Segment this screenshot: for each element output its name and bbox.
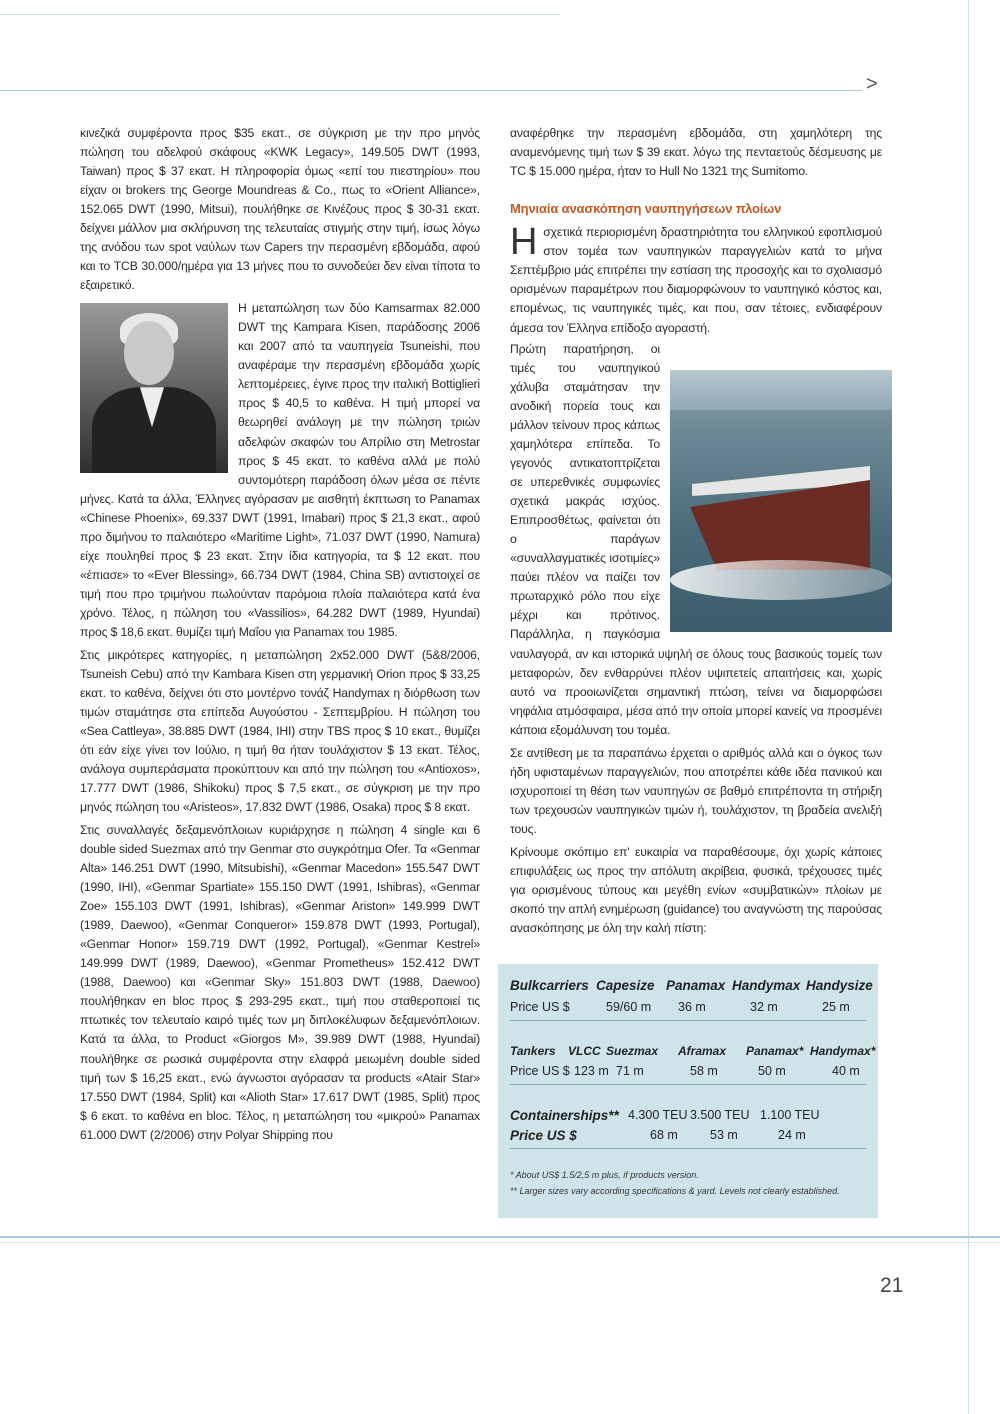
section-heading: Μηνιαία ανασκόπηση ναυπηγήσεων πλοίων bbox=[510, 201, 782, 217]
left-paragraph-2 bbox=[80, 299, 480, 642]
right-column-body bbox=[510, 340, 882, 942]
next-page-arrow-icon[interactable]: > bbox=[866, 73, 878, 95]
right-column-top bbox=[510, 124, 882, 342]
containers-header-3500: 3.500 TEU bbox=[690, 1108, 750, 1122]
containers-header-1100: 1.100 TEU bbox=[760, 1108, 820, 1122]
containers-header-category: Containerships** bbox=[510, 1108, 619, 1123]
right-paragraph-1 bbox=[510, 223, 882, 337]
left-paragraph-3: Στις μικρότερες κατηγορίες, η μεταπώληση 2x52.000 DWT (5&8/2006, Tsuneish Cebu) από την Kambara Kisen στη γερμανική Orion προς $ 33,25 εκατ. το καθένα, δείχνει ότι στο μοντέρνο τονάζ Handymax η διόρθωση των τιμών σταμάτησε στα επίπεδα Αυγούστου - Σεπτεμβρίου. Η πώληση του «Sea Cattleya», 38.885 DWT (1984, IHI) στην TBS προς $ 10 εκατ., θυμίζει ότι εάν είχε γίνει τον Ιούλιο, η τιμή θα ήταν τουλάχιστον $ 13 εκατ. Τέλος, ανάλογα συμπεράσματα προκύπτουν και από την πώληση του «Antioxos», 17.777 DWT (1986, Shikoku) προς $ 7,5 εκατ., σε σύγκριση με την προ μηνός πώληση του «Aristeos», 17.832 DWT (1986, Osaka) προς $ 8 εκατ. bbox=[80, 647, 480, 815]
containers-price-3500: 53 m bbox=[710, 1128, 738, 1142]
bulk-header-handysize: Handysize bbox=[806, 978, 873, 993]
table-footnote-2: ** Larger sizes vary according specifications & yard. Levels not clearly established. bbox=[510, 1186, 840, 1196]
table-divider-2 bbox=[510, 1084, 866, 1085]
right-paragraph-4: Κρίνουμε σκόπιμο επ' ευκαιρία να παραθέσουμε, όχι χωρίς κάποιες επιφυλάξεις ως προς την απόλυτη ακρίβεια, φυσικά, τρέχουσες τιμές για ορισμένους τύπους και μεγέθη ενίων «συμβατικών» πλοίων με σκοπό την απλή ενημέρωση (guidance) του αναγνώστη της παρούσας ανασκόπησης με όλη την καλή πίστη: bbox=[510, 844, 882, 935]
top-decorative-line bbox=[0, 14, 560, 15]
ship-sky bbox=[670, 370, 892, 410]
tankers-price-aframax: 58 m bbox=[690, 1064, 718, 1078]
table-divider-3 bbox=[510, 1148, 866, 1149]
containers-price-1100: 24 m bbox=[778, 1128, 806, 1142]
tankers-price-handymax: 40 m bbox=[832, 1064, 860, 1078]
bulk-header-capesize: Capesize bbox=[596, 978, 655, 993]
table-divider-1 bbox=[510, 1020, 866, 1021]
tankers-header-vlcc: VLCC bbox=[568, 1044, 601, 1058]
tankers-price-vlcc: 123 m bbox=[574, 1064, 609, 1078]
containers-price-4300: 68 m bbox=[650, 1128, 678, 1142]
containers-header-4300: 4.300 TEU bbox=[628, 1108, 688, 1122]
bulk-price-capesize: 59/60 m bbox=[606, 1000, 652, 1014]
tankers-header-panamax: Panamax* bbox=[746, 1044, 804, 1058]
margin-guide-line bbox=[968, 0, 969, 1414]
tankers-price-suezmax: 71 m bbox=[616, 1064, 644, 1078]
bulk-price-label: Price US $ bbox=[510, 1000, 570, 1014]
header-rule bbox=[0, 90, 862, 91]
footer-rule bbox=[0, 1236, 1000, 1238]
footer-rule-light bbox=[0, 1242, 1000, 1243]
page-number: 21 bbox=[880, 1274, 904, 1297]
bulk-header-panamax: Panamax bbox=[666, 978, 726, 993]
ship-photo bbox=[670, 370, 892, 632]
tankers-header-suezmax: Suezmax bbox=[606, 1044, 659, 1058]
tankers-header-handymax: Handymax* bbox=[810, 1044, 876, 1058]
portrait-photo bbox=[80, 303, 228, 473]
bulk-price-panamax: 36 m bbox=[678, 1000, 706, 1014]
tankers-price-label: Price US $ bbox=[510, 1064, 570, 1078]
right-paragraph-0: αναφέρθηκε την περασμένη εβδομάδα, στη χαμηλότερη της αναμενόμενης τιμή των $ 39 εκατ. λόγω της πενταετούς δέσμευσης με TC $ 15.000 ημέρα, ήταν το Hull No 1321 της Sumitomo. bbox=[510, 126, 882, 179]
tankers-price-panamax: 50 m bbox=[758, 1064, 786, 1078]
portrait-head bbox=[124, 321, 174, 385]
drop-cap: Η bbox=[510, 221, 538, 264]
table-footnote-1: * About US$ 1.5/2,5 m plus, if products version. bbox=[510, 1170, 699, 1180]
ship-wake bbox=[670, 560, 892, 600]
right-paragraph-1-text: σχετικά περιορισμένη δραστηριότητα του ελληνικού εφοπλισμού στον τομέα των ναυπηγικών παραγγελιών κατά το μήνα Σεπτέμβριο μάς επιτρέπει την εστίαση της προσοχής και το σχολιασμό ορισμένων παραμέτρων που διαμορφώνουν το ναυπηγικό κόστος και, επομένως, τις ναυπηγικές τιμές, και που, σαν τέτοιες, ενδιαφέρουν άμεσα τον Έλληνα επίδοξο αγοραστή. bbox=[510, 225, 882, 335]
tankers-header-category: Tankers bbox=[510, 1044, 556, 1058]
left-paragraph-1: κινεζικά συμφέροντα προς $35 εκατ., σε σύγκριση με την προ μηνός πώληση του αδελφού σκάφους «KWK Legacy», 149.505 DWT (1993, Taiwan) προς $ 37 εκατ. Η πληροφορία όμως «επί του πιεστηρίου» που είχαν οι brokers της George Moundreas & Co., πως το «Orient Alliance», 152.065 DWT (1990, Mitsui), πουλήθηκε σε Κινέζους προς $ 30-31 εκατ. δείχνει μάλλον μια σκλήρυνση της τελευταίας στιγμής στην τιμή, ίσως λόγω της ανόδου των spot ναύλων των Capers την περασμένη εβδομάδα, αφού και το TCB 30.000/ημέρα για 13 μήνες που το συνοδεύει δεν είναι τίποτα το εξαιρετικό. bbox=[80, 126, 480, 293]
left-column bbox=[80, 124, 480, 1236]
right-paragraph-3: Σε αντίθεση με τα παραπάνω έρχεται ο αριθμός αλλά και ο όγκος των ήδη υφισταμένων παραγγελιών, που αποτρέπει κάθε ιδέα πανικού και ισχυροποιεί τη θέση των ναυπηγών σε βαθμό επιτρέποντα τη στήριξη των τρεχουσών ναυπηγικών τιμών ή, τουλάχιστον, τη βραδεία ανελιξή τους. bbox=[510, 745, 882, 836]
bulk-price-handymax: 32 m bbox=[750, 1000, 778, 1014]
price-table bbox=[498, 964, 878, 1218]
left-paragraph-4: Στις συναλλαγές δεξαμενόπλοιων κυριάρχησε η πώληση 4 single και 6 double sided Suezmax από την Genmar στο συγκρότημα Ofer. Τα «Genmar Alta» 146.251 DWT (1990, Mitsubishi), «Genmar Macedon» 155.547 DWT (1990, IHI), «Genmar Spartiate» 155.150 DWT (1991, Ishibras), «Genmar Zoe» 155.103 DWT (1991, Ishibras), «Genmar Ariston» 149.999 DWT (1989, Daewoo), «Genmar Conqueror» 159.878 DWT (1993, Portugal), «Genmar Honor» 159.719 DWT (1992, Portugal), «Genmar Kestrel» 149.999 DWT (1989, Daewoo), «Genmar Prometheus» 152.412 DWT (1988, Daewoo) και «Genmar Sky» 151.803 DWT (1988, Daewoo) πουλήθηκαν en bloc προς $ 293-295 εκατ., τιμή που σταθεροποιεί τις πτωτικές τον τελευταίο καιρό τιμές των μη διπλοκέλυφων δεξαμενόπλοιων. Κατά τα άλλα, το Product «Giorgos M», 39.989 DWT (1988, Hyundai) πουλήθηκε σε ρωσικά συμφέροντα στην ελαφρά μειωμένη double sided τιμή των $ 16,25 εκατ., ενώ άγνωστοι αγόρασαν τα products «Atair Star» 17.550 DWT (1984, Split) και «Alioth Star» 17.617 DWT (1985, Split) προς $ 6 εκατ. το καθένα en bloc. Τέλος, η μεταπώληση του «μικρού» Panamax 61.000 DWT (2/2006) στην Polyar Shipping που bbox=[80, 823, 480, 1142]
bulk-header-handymax: Handymax bbox=[732, 978, 801, 993]
right-paragraph-2-text: Πρώτη παρατήρηση, οι τιμές του ναυπηγικού χάλυβα σταμάτησαν την ανοδική πορεία τους και μάλλον τείνουν προς κάπως χαμηλότερα επίπεδα. Το γεγονός αντικατοπτρίζεται σε υπερεθνικές συμφωνίες σχετικά μακράς ισχύος. Επιπροσθέτως, φαίνεται ότι ο παράγων «συναλλαγματικές ισοτιμίες» παύει πλέον να παίζει τον πρωταρχικό ρόλο που είχε μέχρι και πρότινος. Παράλληλα, η παγκόσμια ναυλαγορά, αν και ιστορικά υψηλή σε όλους τους βασικούς τομείς των μεταφορών, δεν ενθαρρύνει πλέον υψιπετείς απαιτήσεις και, χωρίς αυτό να προοιωνίζεται σημαντική πτώση, τείνει να διαμορφώσει νηφάλια ατμόσφαιρα, μέσα από την οποία μπορεί κανείς να προσμένει κάποια εξομάλυνση του τομέα. bbox=[510, 342, 882, 737]
left-paragraph-2-text: Η μεταπώληση των δύο Kamsarmax 82.000 DWT της Kampara Kisen, παράδοσης 2006 και 2007 από τα ναυπηγεία Tsuneishi, που αναφέραμε την περασμένη εβδομάδα χωρίς λεπτομέρειες, έγινε προς την ιταλική Bottiglieri προς $ 40,5 το καθένα. Η τιμή μπορεί να θεωρηθεί ανάλογη με την πώληση τριών αδελφών σκαφών του Απρίλιο στη Metrostar προς $ 45 εκατ. το καθένα αλλά με πολύ συντομότερη παράδοση όλων μέσα σε πέντε μήνες. Κατά τα άλλα, Έλληνες αγόρασαν με αισθητή έκπτωση το Panamax «Chinese Phoenix», 69.337 DWT (1991, Imabari) προς $ 21,3 εκατ., αφού προ διμήνου το παλαιότερο «Maritime Light», 71.037 DWT (1990, Namura) είχε πουληθεί προς $ 23 εκατ. Στην ίδια κατηγορία, τα $ 12 εκατ. που «έπιασε» το «Ever Blessing», 66.734 DWT (1984, China SB) αντιστοιχεί σε τιμή που προ τριμήνου πωλούνταν παρόμοια πλοία παλαιότερα κατά ένα χρόνο. Τέλος, η πώληση του «Vassilios», 64.282 DWT (1989, Hyundai) προς $ 18,6 εκατ. θυμίζει τιμή Μαΐου για Panamax του 1985. bbox=[80, 301, 480, 639]
bulk-price-handysize: 25 m bbox=[822, 1000, 850, 1014]
containers-price-label: Price US $ bbox=[510, 1128, 577, 1143]
right-paragraph-2 bbox=[510, 340, 882, 740]
tankers-header-aframax: Aframax bbox=[678, 1044, 727, 1058]
bulk-header-category: Bulkcarriers bbox=[510, 978, 589, 993]
